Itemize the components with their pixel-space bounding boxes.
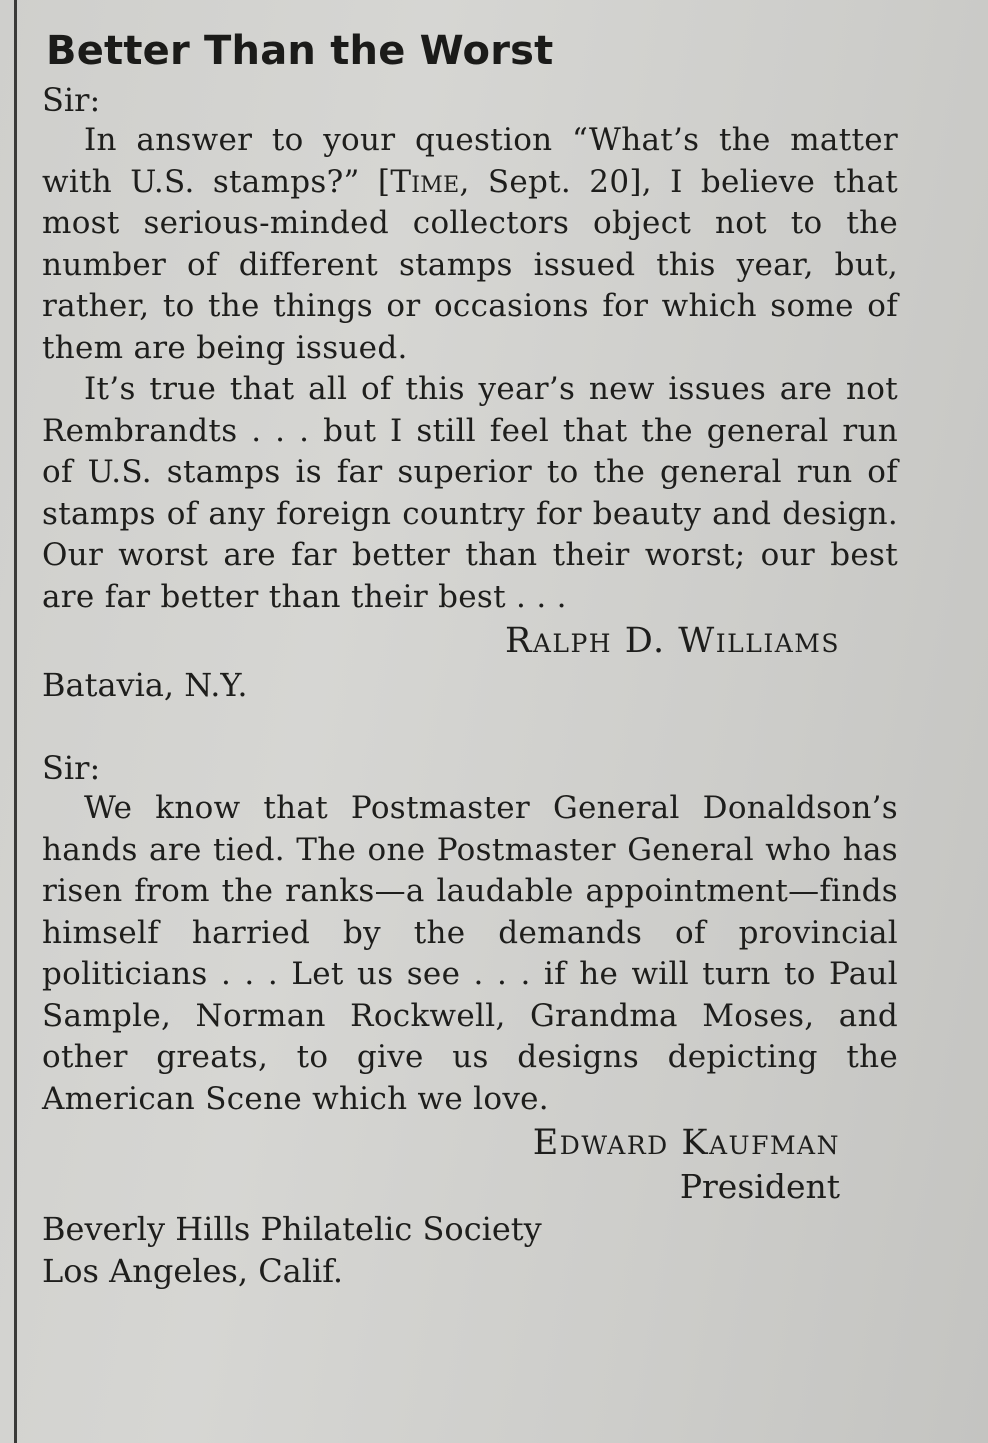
letter-williams [42,80,898,706]
salutation: Sir: [42,81,101,119]
letter-paragraph [42,120,898,369]
signature: Edward Kaufman [532,1123,840,1163]
paragraph-text: In answer to your question “What’s the matter with U.S. stamps?” [ [42,122,898,200]
salutation: Sir: [42,749,101,787]
publication-name: Time [390,163,460,200]
paragraph-text: , Sept. 20], I believe that most serious-minded collectors object not to the number of different stamps issued this year, but, rather, to the things or occasions for which some of them are being issued. [42,163,898,366]
sender-organization: Beverly Hills Philatelic Society [42,1210,542,1248]
letters-column [42,22,898,1292]
signer-title: President [679,1167,840,1206]
letter-paragraph: We know that Postmaster General Donaldson’s hands are tied. The one Postmaster General who has risen from the ranks—a laudable appointment—finds himself harried by the demands of provincial politicians . . . Let us see . . . if he will turn to Paul Sample, Norman Rockwell, Grandma Moses, and other greats, to give us designs depicting the American Scene which we love. [42,790,898,1117]
letter-kaufman [42,748,898,1292]
letter-paragraph: It’s true that all of this year’s new issues are not Rembrandts . . . but I still feel that the general run of U.S. stamps is far superior to the general run of stamps of any foreign country for beauty and design. Our worst are far better than their worst; our best are far better than their best . . . [42,371,898,615]
sender-location: Los Angeles, Calif. [42,1252,344,1290]
signature: Ralph D. Williams [504,621,840,661]
column-rule [14,0,17,1443]
headline: Better Than the Worst [46,28,554,74]
sender-location: Batavia, N.Y. [42,666,248,704]
letter-separator [42,706,898,748]
